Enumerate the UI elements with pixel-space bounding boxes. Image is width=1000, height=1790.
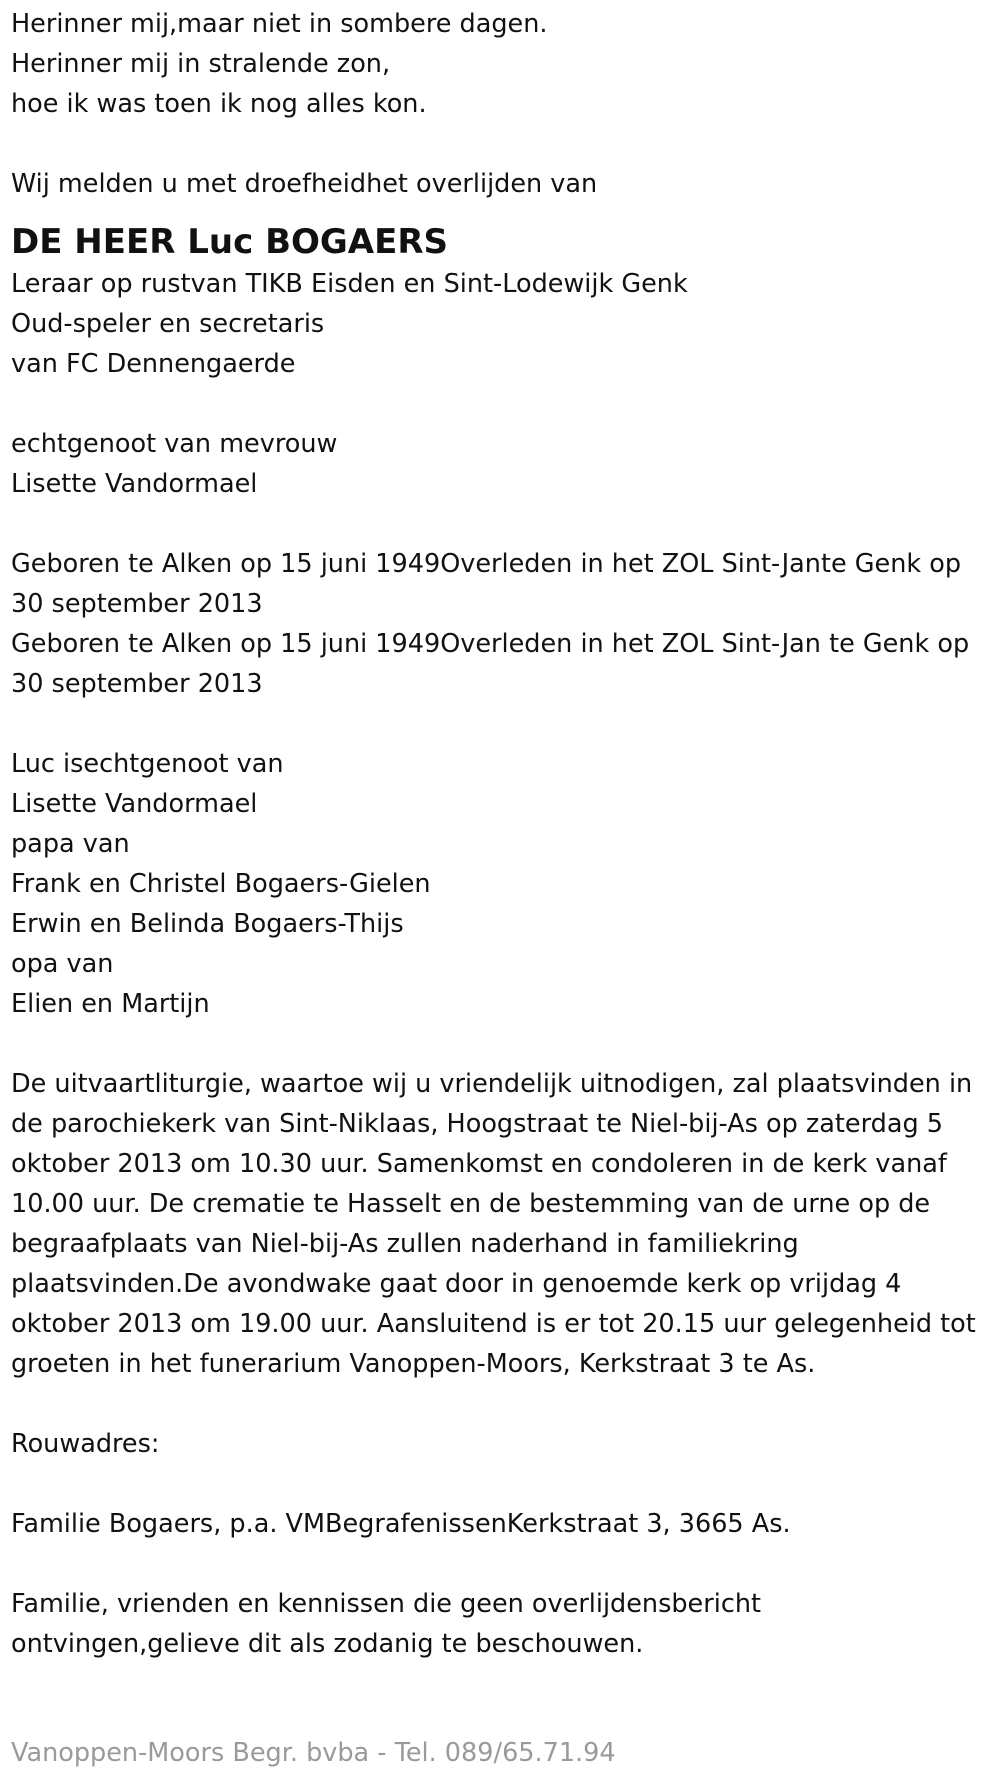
spacer [11,504,996,544]
spacer [11,1384,996,1424]
deceased-title: Leraar op rustvan TIKB Eisden en Sint-Lodewijk Genk [11,269,688,299]
family-line: opa van [11,949,114,979]
family-line: papa van [11,829,130,859]
death-notice [11,4,996,1664]
closing-line: Familie, vrienden en kennissen die geen overlijdensbericht [11,1589,761,1619]
birth-death-dates: Geboren te Alken op 15 juni 1949Overleden in het ZOL Sint-Jan te Genk op 30 september 2013 [11,629,970,699]
spacer [11,1544,996,1584]
spouse-line: Lisette Vandormael [11,469,258,499]
family-line: Luc isechtgenoot van [11,749,284,779]
poem-line: hoe ik was toen ik nog alles kon. [11,89,427,119]
birth-death-dates: Geboren te Alken op 15 juni 1949Overleden in het ZOL Sint-Jante Genk op 30 september 2013 [11,549,962,619]
deceased-title: van FC Dennengaerde [11,349,296,379]
family-line: Elien en Martijn [11,989,210,1019]
ceremony-paragraph: De uitvaartliturgie, waartoe wij u vriendelijk uitnodigen, zal plaatsvinden in de parochiekerk van Sint-Niklaas, Hoogstraat te Niel-bij-As op zaterdag 5 oktober 2013 om 10.30 uur. Samenkomst en condoleren in de kerk vanaf 10.00 uur. De crematie te Hasselt en de bestemming van de urne op de begraafplaats van Niel-bij-As zullen naderhand in familiekring plaatsvinden.De avondwake gaat door in genoemde kerk op vrijdag 4 oktober 2013 om 19.00 uur. Aansluitend is er tot 20.15 uur gelegenheid tot groeten in het funerarium Vanoppen-Moors, Kerkstraat 3 te As. [11,1069,976,1379]
deceased-name: DE HEER Luc BOGAERS [11,222,449,262]
closing-line: ontvingen,gelieve dit als zodanig te beschouwen. [11,1629,644,1659]
funeral-home-footer: Vanoppen-Moors Begr. bvba - Tel. 089/65.71.94 [11,1738,616,1768]
spacer [11,124,996,164]
spouse-line: echtgenoot van mevrouw [11,429,338,459]
family-line: Lisette Vandormael [11,789,258,819]
deceased-title: Oud-speler en secretaris [11,309,325,339]
announcement: Wij melden u met droefheidhet overlijden van [11,169,598,199]
spacer [11,1464,996,1504]
address-label: Rouwadres: [11,1429,160,1459]
address-value: Familie Bogaers, p.a. VMBegrafenissenKerkstraat 3, 3665 As. [11,1509,791,1539]
poem-line: Herinner mij in stralende zon, [11,49,391,79]
spacer [11,1024,996,1064]
family-line: Erwin en Belinda Bogaers-Thijs [11,909,404,939]
family-line: Frank en Christel Bogaers-Gielen [11,869,431,899]
spacer [11,704,996,744]
spacer [11,384,996,424]
poem-line: Herinner mij,maar niet in sombere dagen. [11,9,548,39]
